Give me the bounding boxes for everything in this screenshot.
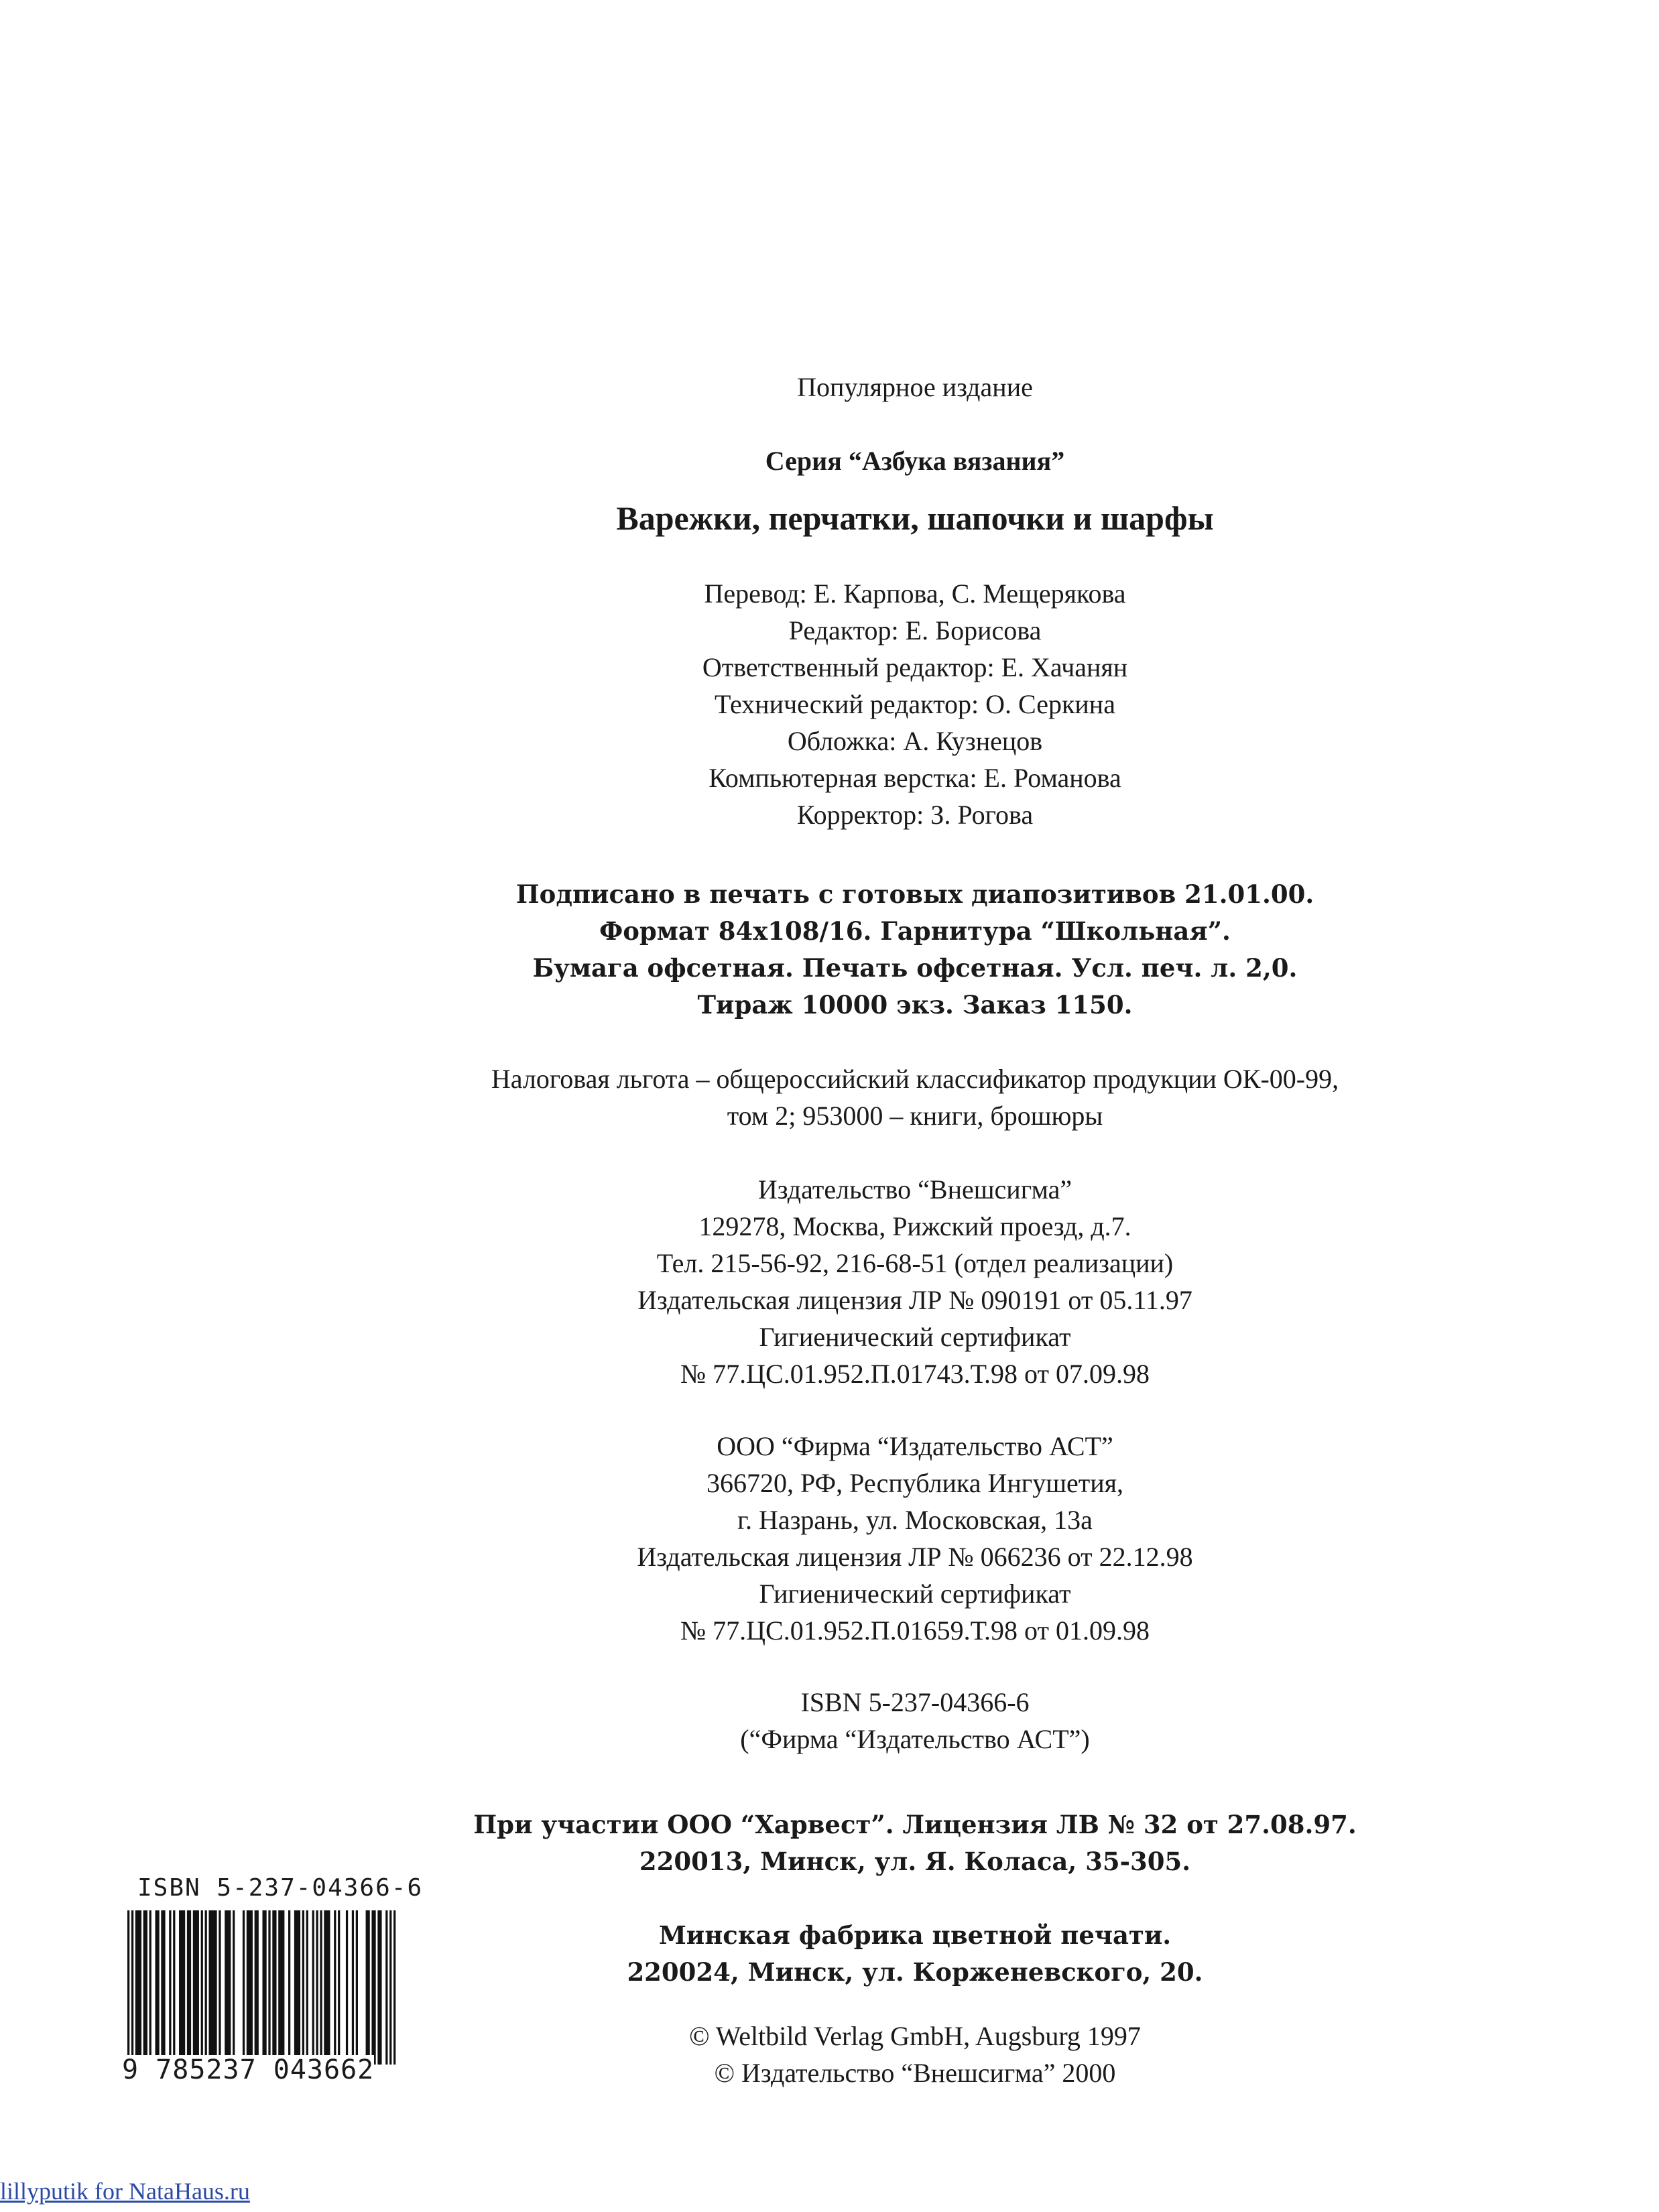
print-signed: Подписано в печать с готовых диапозитивов 21.01.00. — [515, 879, 1314, 909]
isbn-publisher: (“Фирма “Издательство АСТ”) — [740, 1724, 1090, 1754]
credit-editor: Редактор: Е. Борисова — [788, 615, 1042, 646]
barcode-bar — [262, 1910, 264, 2065]
barcode-bar — [214, 1910, 217, 2065]
barcode-bar — [280, 1910, 282, 2065]
credit-translation: Перевод: Е. Карпова, С. Мещерякова — [704, 578, 1126, 609]
barcode-bar — [257, 1910, 259, 2065]
barcode-bar — [161, 1910, 163, 2065]
tax-info-block — [491, 1060, 1339, 1134]
barcode-bar — [356, 1910, 358, 2065]
publisher-name: Издательство “Внешсигма” — [757, 1174, 1072, 1205]
barcode-bar — [212, 1910, 214, 2065]
barcode-bar — [189, 1910, 191, 2065]
print-paper: Бумага офсетная. Печать офсетная. Усл. печ. л. 2,0. — [532, 953, 1298, 983]
barcode-bar — [183, 1910, 185, 2065]
publisher-address: 129278, Москва, Рижский проезд, д.7. — [698, 1211, 1131, 1241]
barcode-bar — [149, 1910, 151, 2065]
barcode-bar — [251, 1910, 253, 2065]
publisher-certificate-number: № 77.ЦС.01.952.П.01659.Т.98 от 01.09.98 — [680, 1615, 1150, 1646]
barcode-bar — [155, 1910, 157, 2065]
edition-type: Популярное издание — [797, 372, 1033, 402]
copyright-line: © Издательство “Внешсигма” 2000 — [714, 2058, 1116, 2088]
printer-name: Минская фабрика цветной печати. — [658, 1920, 1172, 1950]
barcode-bar — [377, 1910, 379, 2065]
barcode-bar — [326, 1910, 328, 2065]
publisher-address: г. Назрань, ул. Московская, 13а — [737, 1505, 1093, 1535]
barcode-bar — [274, 1910, 276, 2065]
barcode-bar — [169, 1910, 171, 2065]
harvest-address: 220013, Минск, ул. Я. Коласа, 35-305. — [639, 1847, 1191, 1876]
barcode-bar — [373, 1910, 375, 2065]
print-format: Формат 84x108/16. Гарнитура “Школьная”. — [599, 916, 1231, 946]
print-run: Тираж 10000 экз. Заказ 1150. — [697, 990, 1133, 1020]
tax-info-line: том 2; 953000 – книги, брошюры — [727, 1101, 1103, 1131]
barcode-bar — [208, 1910, 210, 2065]
publisher-vneshsigma-block — [637, 1171, 1192, 1392]
footer-credit-link[interactable]: lillyputik for NataHaus.ru — [0, 2178, 250, 2205]
barcode-bar — [264, 1910, 266, 2065]
barcode-bar — [219, 1910, 221, 2065]
publisher-certificate-label: Гигиенический сертификат — [759, 1579, 1071, 1609]
barcode-bar — [131, 1910, 133, 2065]
credit-cover: Обложка: А. Кузнецов — [787, 726, 1043, 756]
barcode-bar — [312, 1910, 314, 2065]
barcode-bar — [328, 1910, 330, 2065]
barcode-bar — [282, 1910, 284, 2065]
barcode-bar — [272, 1910, 274, 2065]
credit-layout: Компьютерная верстка: Е. Романова — [709, 763, 1121, 793]
barcode-bar — [338, 1910, 340, 2065]
copyright-line: © Weltbild Verlag GmbH, Augsburg 1997 — [689, 2021, 1141, 2051]
barcode-bar — [173, 1910, 175, 2065]
publisher-certificate-label: Гигиенический сертификат — [759, 1322, 1071, 1352]
barcode-bar — [163, 1910, 165, 2065]
barcode-bar — [227, 1910, 229, 2065]
publisher-license: Издательская лицензия ЛР № 066236 от 22.12.98 — [637, 1542, 1193, 1572]
barcode-bar — [385, 1910, 387, 2065]
barcode-bar — [379, 1910, 381, 2065]
barcode-bar — [302, 1910, 304, 2065]
barcode-bar — [135, 1910, 137, 2065]
barcode-bar — [195, 1910, 197, 2065]
publisher-name: ООО “Фирма “Издательство АСТ” — [717, 1431, 1113, 1461]
isbn-number: ISBN 5-237-04366-6 — [800, 1687, 1030, 1717]
barcode-bar — [296, 1910, 298, 2065]
barcode-bar — [143, 1910, 145, 2065]
credit-responsible-editor: Ответственный редактор: Е. Хачанян — [702, 652, 1128, 682]
barcode-bar — [243, 1910, 245, 2065]
barcode-bar — [127, 1910, 129, 2065]
barcode-bar — [157, 1910, 159, 2065]
barcode-bar — [139, 1910, 141, 2065]
barcode-bar — [288, 1910, 290, 2065]
publisher-ast-block — [637, 1428, 1192, 1649]
barcode-bar — [197, 1910, 199, 2065]
credit-proofreader: Корректор: З. Рогова — [796, 800, 1034, 830]
barcode-bar — [181, 1910, 183, 2065]
printer-block — [627, 1917, 1203, 1991]
credit-technical-editor: Технический редактор: О. Серкина — [715, 689, 1115, 719]
barcode-bar — [298, 1910, 300, 2065]
publisher-certificate-number: № 77.ЦС.01.952.П.01743.Т.98 от 07.09.98 — [680, 1359, 1150, 1389]
print-info-block — [516, 876, 1314, 1024]
barcode-bar — [366, 1910, 368, 2065]
barcode-bar — [229, 1910, 231, 2065]
barcode-bar — [393, 1910, 395, 2065]
barcode-bar — [137, 1910, 139, 2065]
barcode-isbn-label: ISBN 5-237-04366-6 — [137, 1874, 424, 1902]
barcode-bar — [255, 1910, 257, 2065]
copyright-block — [689, 2018, 1141, 2091]
series-title: Серия “Азбука вязания” — [765, 446, 1065, 476]
barcode-bar — [316, 1910, 318, 2065]
publisher-license: Издательская лицензия ЛР № 090191 от 05.11.97 — [637, 1285, 1192, 1315]
barcode-bar — [179, 1910, 181, 2065]
barcode-bar — [294, 1910, 296, 2065]
barcode-bar — [371, 1910, 373, 2065]
barcode-bar — [389, 1910, 391, 2065]
printer-address: 220024, Минск, ул. Корженевского, 20. — [627, 1957, 1203, 1987]
barcode-bar — [193, 1910, 195, 2065]
tax-info-line: Налоговая льгота – общероссийский классификатор продукции ОК-00-99, — [491, 1064, 1339, 1094]
harvest-license: При участии ООО “Харвест”. Лицензия ЛВ № 32 от 27.08.97. — [473, 1810, 1357, 1839]
barcode-bar — [247, 1910, 249, 2065]
barcode-bar — [268, 1910, 270, 2065]
harvest-block — [473, 1806, 1357, 1880]
credits-block — [702, 575, 1127, 833]
publisher-phone: Тел. 215-56-92, 216-68-51 (отдел реализации) — [656, 1248, 1174, 1278]
barcode-bar — [334, 1910, 336, 2065]
barcode-bar — [205, 1910, 207, 2065]
barcode-bar — [249, 1910, 251, 2065]
barcode-bar — [210, 1910, 212, 2065]
barcode-bar — [346, 1910, 348, 2065]
barcode-bar — [306, 1910, 308, 2065]
barcode-bar — [225, 1910, 227, 2065]
barcode-bar — [324, 1910, 326, 2065]
barcode-bar — [368, 1910, 370, 2065]
isbn-block — [740, 1684, 1089, 1758]
barcode-bar — [278, 1910, 280, 2065]
book-title: Варежки, перчатки, шапочки и шарфы — [616, 499, 1214, 537]
publisher-address: 366720, РФ, Республика Ингушетия, — [706, 1468, 1124, 1498]
barcode-bar — [145, 1910, 147, 2065]
barcode-bar — [187, 1910, 189, 2065]
barcode-bar — [233, 1910, 235, 2065]
barcode-bar — [320, 1910, 322, 2065]
barcode-bar — [352, 1910, 354, 2065]
barcode-digits: 9 785237 043662 — [122, 2054, 375, 2085]
barcode-bar — [201, 1910, 203, 2065]
